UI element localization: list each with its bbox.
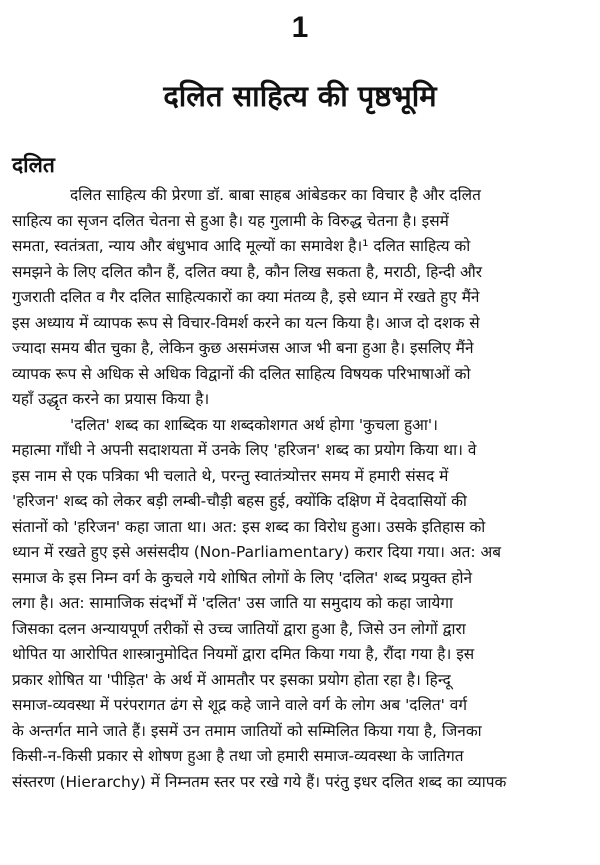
text-line: समझने के लिए दलित कौन हैं, दलित क्या है, कौन लिख सकता है, मराठी, हिन्दी और [12, 262, 483, 281]
text-line: 'हरिजन' शब्द को लेकर बड़ी लम्बी-चौड़ी बहस हुई, क्योंकि दक्षिण में देवदासियों की [12, 492, 467, 510]
chapter-number: 1 [291, 11, 309, 44]
text-line: संस्तरण (Hierarchy) में निम्नतम स्तर पर रखे गये हैं। परंतु इधर दलित शब्द का व्यापक [12, 772, 507, 791]
text-line: यहाँ उद्धृत करने का प्रयास किया है। [12, 390, 210, 408]
section-heading: दलित [12, 153, 55, 177]
text-line: प्रकार शोषित या 'पीड़ित' के अर्थ में आमतौर पर इसका प्रयोग होता रहा है। हिन्दू [12, 670, 451, 689]
text-line: लगा है। अत: सामाजिक संदर्भों में 'दलित' उस जाति या समुदाय को कहा जायेगा [12, 594, 454, 612]
text-line: समाज-व्यवस्था में परंपरागत ढंग से शूद्र कहे जाने वाले वर्ग के लोग अब 'दलित' वर्ग [12, 696, 468, 714]
text-line: ज्यादा समय बीत चुका है, लेकिन कुछ असमंजस आज भी बना हुआ है। इसलिए मैंने [12, 339, 474, 357]
text-line: संतानों को 'हरिजन' कहा जाता था। अत: इस शब्द का विरोध हुआ। उसके इतिहास को [12, 517, 486, 536]
text-line: थोपित या आरोपित शास्त्रानुमोदित नियमों द्वारा दमित किया गया है, रौंदा गया है। इस [12, 645, 475, 663]
text-line: इस नाम से एक पत्रिका भी चलाते थे, परन्तु स्वातंत्र्योत्तर समय में हमारी संसद में [12, 466, 449, 485]
text-line: समाज के इस निम्न वर्ग के कुचले गये शोषित लोगों के लिए 'दलित' शब्द प्रयुक्त होने [12, 568, 473, 587]
text-line: महात्मा गाँधी ने अपनी सदाशयता में उनके लिए 'हरिजन' शब्द का प्रयोग किया था। वे [12, 441, 477, 459]
text-line: के अन्तर्गत माने जाते हैं। इसमें उन तमाम जातियों को सम्मिलित किया गया है, जिनका [12, 721, 482, 740]
text-line: समता, स्वतंत्रता, न्याय और बंधुभाव आदि मूल्यों का समावेश है।¹ दलित साहित्य को [12, 237, 471, 255]
body-text [12, 183, 586, 795]
text-line: इस अध्याय में व्यापक रूप से विचार-विमर्श करने का यत्न किया है। आज दो दशक से [12, 313, 480, 332]
text-line: 'दलित' शब्द का शाब्दिक या शब्दकोशगत अर्थ होगा 'कुचला हुआ'। [70, 415, 438, 434]
text-line: किसी-न-किसी प्रकार से शोषण हुआ है तथा जो हमारी समाज-व्यवस्था के जातिगत [12, 747, 464, 765]
text-line: दलित साहित्य की प्रेरणा डॉ. बाबा साहब आंबेडकर का विचार है और दलित [70, 186, 481, 204]
text-line: साहित्य का सृजन दलित चेतना से हुआ है। यह गुलामी के विरुद्ध चेतना है। इसमें [12, 211, 449, 230]
chapter-title: दलित साहित्य की पृष्ठभूमि [163, 79, 437, 113]
text-line: व्यापक रूप से अधिक से अधिक विद्वानों की दलित साहित्य विषयक परिभाषाओं को [12, 364, 471, 383]
text-line: जिसका दलन अन्यायपूर्ण तरीकों से उच्च जातियों द्वारा हुआ है, जिसे उन लोगों द्वारा [12, 619, 466, 638]
text-line: ध्यान में रखते हुए इसे असंसदीय (Non-Parliamentary) करार दिया गया। अत: अब [12, 543, 502, 561]
text-line: गुजराती दलित व गैर दलित साहित्यकारों का क्या मंतव्य है, इसे ध्यान में रखते हुए मैंने [12, 288, 480, 306]
